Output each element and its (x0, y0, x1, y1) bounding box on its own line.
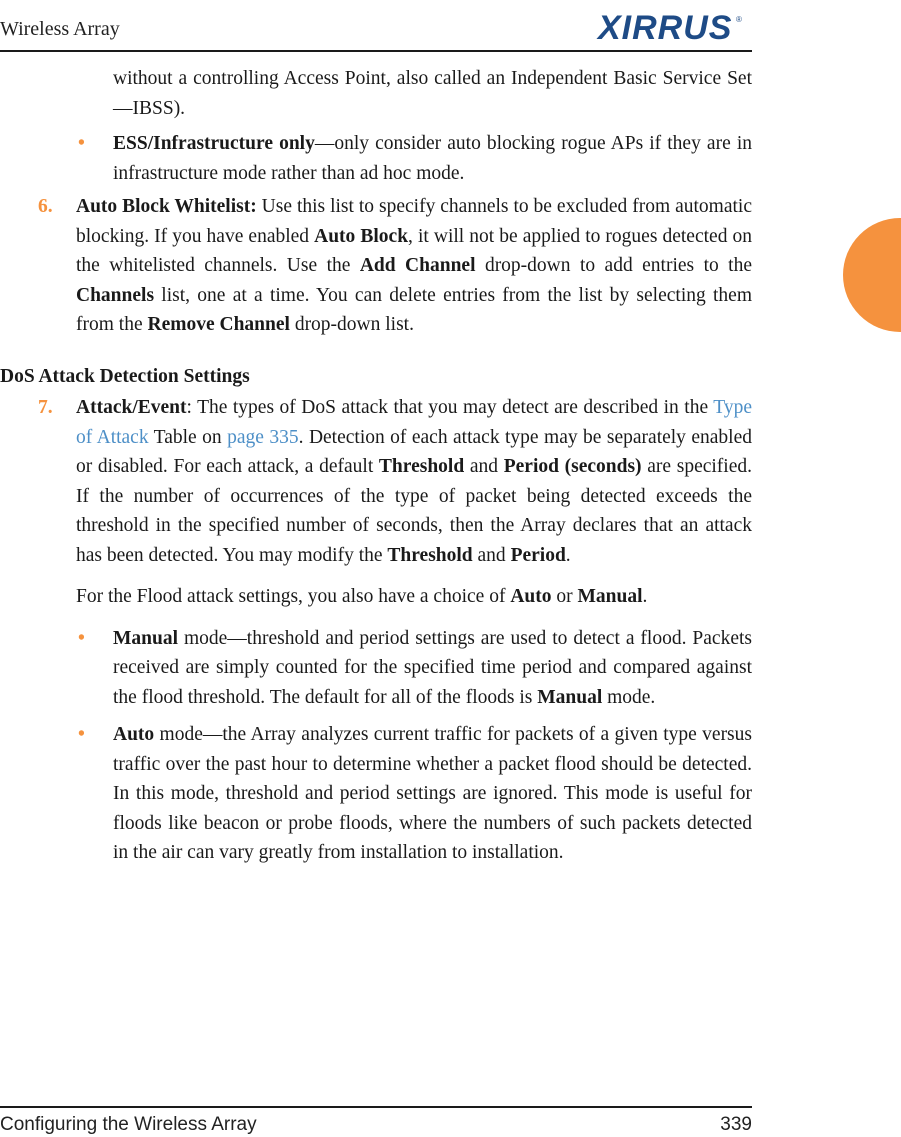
bullet-dot: • (78, 627, 85, 649)
logo-wordmark: XIRRUS (598, 9, 733, 46)
bullet-manual-mode: • Manual mode—threshold and period settings are used to detect a flood. Packets received are simply counted for the specified time period and compared against the flood threshold. The default for all of the floods is Manual mode. (0, 624, 752, 713)
header-rule (0, 50, 752, 52)
item-number: 6. (38, 196, 53, 217)
footer-rule (0, 1106, 752, 1108)
bullet-ess-infrastructure: • ESS/Infrastructure only—only consider auto blocking rogue APs if they are in infrastructure mode rather than ad hoc mode. (0, 129, 752, 188)
registered-mark: ® (736, 15, 742, 24)
paragraph-ibss-continuation: without a controlling Access Point, also called an Independent Basic Service Set—IBSS). (113, 68, 752, 119)
section-heading-dos: DoS Attack Detection Settings (0, 365, 250, 387)
link-type-of-attack[interactable]: Type of Attack (76, 397, 752, 448)
page-number: 339 (720, 1114, 752, 1135)
running-header-title: Wireless Array (0, 18, 120, 40)
xirrus-logo (596, 6, 746, 46)
paragraph-flood-settings: For the Flood attack settings, you also have a choice of Auto or Manual. (76, 586, 648, 607)
item-auto-block-whitelist: 6. Auto Block Whitelist: Use this list to specify channels to be excluded from automatic blocking. If you have enabled Auto Block, it will not be applied to rogues detected on the whitelisted channels. Use the Add Channel drop-down to add entries to the Channels list, one at a time. You can delete entries from the list by selecting them from the Remove Channel drop-down list. (0, 192, 752, 340)
page-body (0, 64, 752, 868)
bullet-auto-mode: • Auto mode—the Array analyzes current traffic for packets of a given type versus traffic over the past hour to determine whether a packet flood should be detected. In this mode, threshold and period settings are ignored. This mode is useful for floods like beacon or probe floods, where the numbers of such packets detected in the air can vary greatly from installation to installation. (0, 720, 752, 868)
item-number: 7. (38, 397, 53, 418)
footer-section-title: Configuring the Wireless Array (0, 1114, 257, 1135)
bullet-dot: • (78, 724, 85, 745)
bullet-dot: • (78, 133, 85, 154)
link-page-335[interactable]: page 335 (227, 426, 299, 448)
item-attack-event: 7. Attack/Event: The types of DoS attack that you may detect are described in the Type of Attack Table on page 335. Detection of each attack type may be separately enabled or disabled. For each attack, a default Threshold and Period (seconds) are specified. If the number of occurrences of the type of packet being detected exceeds the threshold in the specified number of seconds, then the Array declares that an attack has been detected. You may modify the Threshold and Period. (0, 393, 752, 570)
chapter-side-tab (843, 218, 901, 332)
